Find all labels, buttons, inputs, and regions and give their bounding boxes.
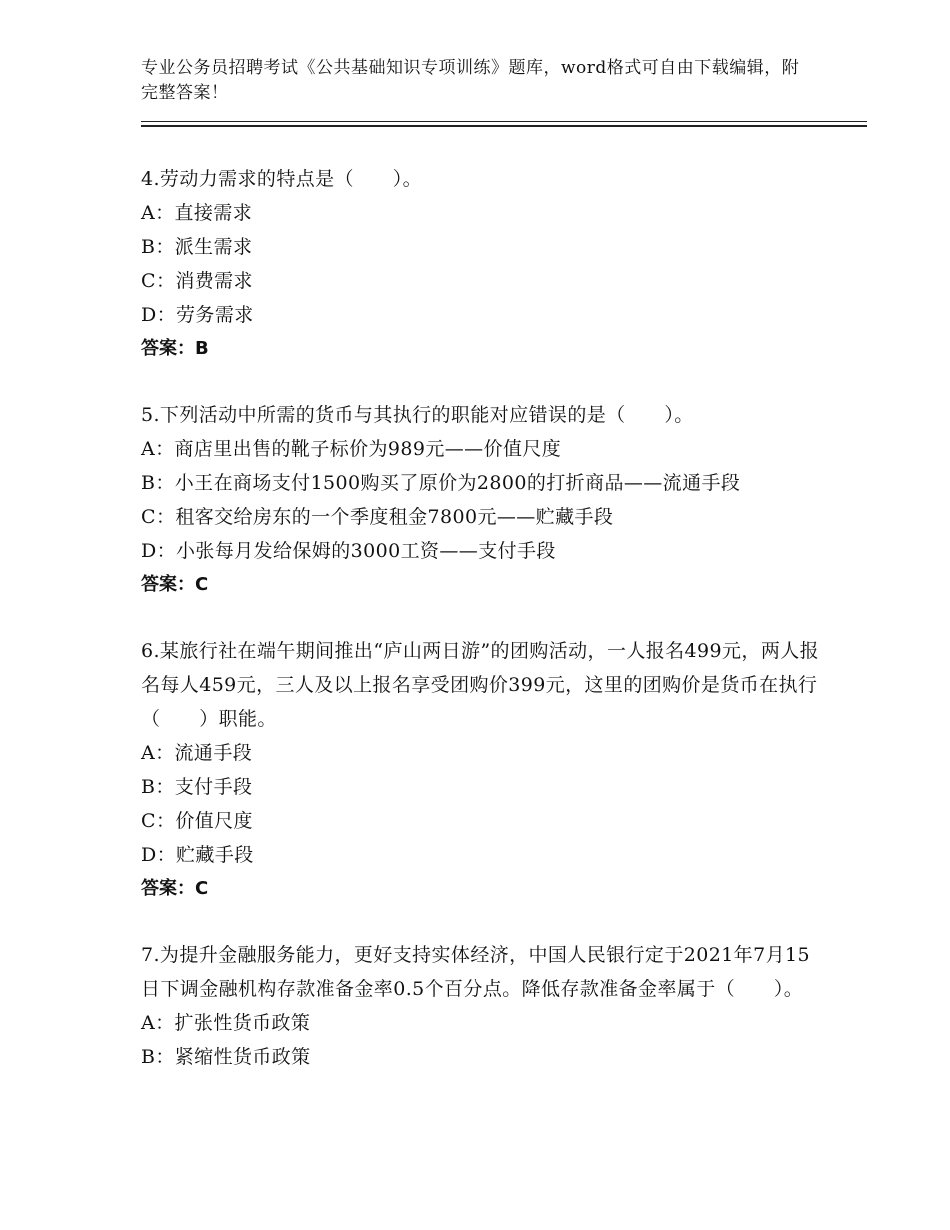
document-header: 专业公务员招聘考试《公共基础知识专项训练》题库，word格式可自由下载编辑，附完整答案！ [141, 58, 800, 103]
header-rule-thin [141, 121, 867, 122]
header-rule-thick [141, 125, 867, 127]
option-b: B：紧缩性货币政策 [141, 1046, 311, 1068]
question-7 [141, 938, 821, 1074]
option-b: B：小王在商场支付1500购买了原价为2800的打折商品——流通手段 [141, 472, 741, 494]
option-a: A：直接需求 [141, 202, 253, 224]
option-c: C：价值尺度 [141, 810, 253, 832]
answer-line: 答案：B [141, 338, 209, 359]
option-a: A：流通手段 [141, 742, 253, 764]
question-6 [141, 634, 821, 906]
question-list [141, 162, 821, 1106]
option-d: D：小张每月发给保姆的3000工资——支付手段 [141, 540, 556, 562]
option-a: A：扩张性货币政策 [141, 1012, 311, 1034]
question-stem: 4.劳动力需求的特点是（ ）。 [141, 168, 423, 190]
option-b: B：支付手段 [141, 776, 253, 798]
answer-line: 答案：C [141, 878, 209, 899]
option-a: A：商店里出售的靴子标价为989元——价值尺度 [141, 438, 562, 460]
question-4 [141, 162, 821, 366]
question-5 [141, 398, 821, 602]
option-c: C：消费需求 [141, 270, 253, 292]
answer-line: 答案：C [141, 574, 209, 595]
question-stem: 7.为提升金融服务能力，更好支持实体经济，中国人民银行定于2021年7月15日下调金融机构存款准备金率0.5个百分点。降低存款准备金率属于（ ）。 [141, 944, 810, 1000]
option-d: D：贮藏手段 [141, 844, 254, 866]
question-stem: 6.某旅行社在端午期间推出“庐山两日游”的团购活动，一人报名499元，两人报名每人459元，三人及以上报名享受团购价399元，这里的团购价是货币在执行（ ）职能。 [141, 640, 820, 730]
option-d: D：劳务需求 [141, 304, 254, 326]
option-b: B：派生需求 [141, 236, 253, 258]
question-stem: 5.下列活动中所需的货币与其执行的职能对应错误的是（ ）。 [141, 404, 694, 426]
option-c: C：租客交给房东的一个季度租金7800元——贮藏手段 [141, 506, 614, 528]
